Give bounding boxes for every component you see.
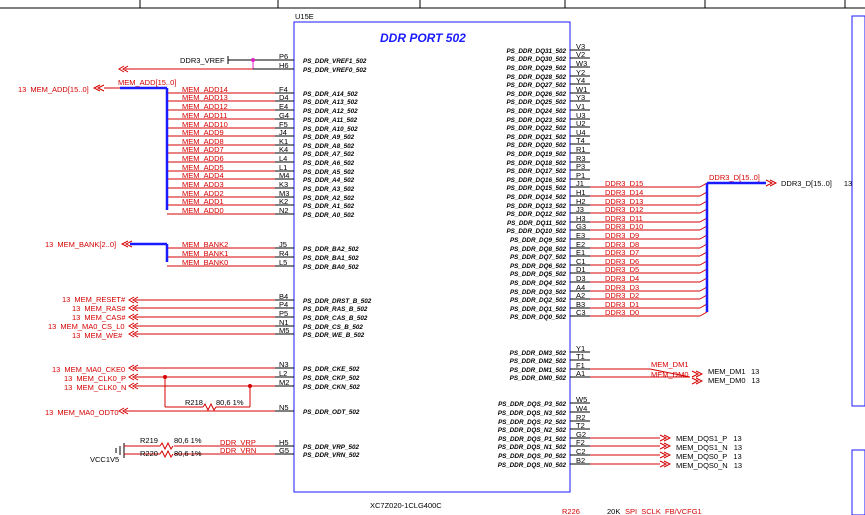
left-pin-number: P5 [279, 309, 289, 318]
net-label: DDR3_D1 [605, 300, 640, 309]
right-pin-number: A4 [576, 283, 586, 292]
left-pin-name: PS_DDR_A1_502 [303, 203, 355, 210]
left-pin-number: G5 [279, 446, 290, 455]
dqs-ports [676, 434, 742, 470]
right-pin-name: PS_DDR_DQ6_502 [509, 263, 566, 270]
net-label: DDR3_D5 [605, 265, 640, 274]
left-pin-number: M3 [279, 189, 290, 198]
cas-port[interactable]: 13 MEM_CAS# [72, 313, 126, 322]
right-pin-name: PS_DDR_DQ17_502 [506, 168, 566, 175]
right-pin-name: PS_DDR_DQ30_502 [506, 56, 566, 63]
r218-ref: R218 [185, 398, 203, 407]
dm1-net: MEM_DM1 [651, 360, 689, 369]
right-pin-number: U2 [576, 119, 586, 128]
net-label: DDR3_D3 [605, 283, 640, 292]
right-pin-number: R3 [576, 154, 586, 163]
right-pin-name: PS_DDR_DM1_502 [509, 367, 566, 374]
right-pin-name: PS_DDR_DQ24_502 [506, 108, 566, 115]
net-label: MEM_ADD7 [182, 145, 224, 154]
right-pin-name: PS_DDR_DQ25_502 [506, 99, 566, 106]
right-pin-number: W3 [576, 59, 588, 68]
mem-add-bus [18, 78, 176, 210]
right-pin-number: H3 [576, 214, 586, 223]
right-pin-name: PS_DDR_DQ16_502 [506, 177, 566, 184]
left-pin-name: PS_DDR_A9_502 [303, 134, 355, 141]
right-pin-number: V3 [576, 42, 586, 51]
left-pin-number: J5 [279, 240, 287, 249]
left-pin-name: PS_DDR_CAS_B_502 [303, 315, 368, 322]
right-pin-number: Y2 [576, 68, 586, 77]
left-pin-number: K2 [279, 197, 289, 206]
net-label: MEM_ADD2 [182, 189, 224, 198]
right-pin-name: PS_DDR_DQ15_502 [506, 185, 566, 192]
right-pin-number: Y3 [576, 93, 586, 102]
right-pin-number: W1 [576, 85, 588, 94]
dqs1n-port[interactable]: MEM_DQS1_N 13 [676, 443, 743, 452]
left-pin-name: PS_DDR_CKE_502 [303, 366, 360, 373]
net-label: DDR3_D2 [605, 291, 640, 300]
left-pin-number: M4 [279, 171, 290, 180]
port-arrow [660, 443, 670, 449]
r219-ref: R219 [140, 436, 158, 445]
right-pin-name: PS_DDR_DQ14_502 [506, 194, 566, 201]
right-pin-number: Y1 [576, 344, 586, 353]
right-pin-number: C2 [576, 447, 586, 456]
right-pin-name: PS_DDR_DQ0_502 [509, 314, 566, 321]
right-pin-name: PS_DDR_DQS_N3_502 [497, 410, 566, 417]
left-pin-number: F4 [279, 85, 288, 94]
right-pin-number: C1 [576, 257, 586, 266]
right-pin-name: PS_DDR_DQS_N1_502 [497, 444, 566, 451]
net-label: MEM_ADD13 [182, 93, 228, 102]
left-pin-number: P4 [279, 300, 289, 309]
we-port[interactable]: 13 MEM_WE# [72, 331, 123, 340]
right-pin-number: E3 [576, 231, 586, 240]
net-label: DDR3_D10 [605, 222, 644, 231]
right-pin-number: E1 [576, 248, 586, 257]
left-pin-name: PS_DDR_DRST_B_502 [303, 298, 372, 305]
left-pin-number: P6 [279, 52, 289, 61]
right-pin-name: PS_DDR_DQS_P0_502 [498, 453, 566, 460]
left-pin-name: PS_DDR_VRN_502 [303, 452, 360, 459]
ras-port[interactable]: 13 MEM_RAS# [72, 304, 126, 313]
left-pin-name: PS_DDR_A2_502 [303, 195, 355, 202]
right-pin-name: PS_DDR_DQ22_502 [506, 125, 566, 132]
left-pin-name: PS_DDR_A10_502 [303, 126, 358, 133]
left-pin-number: H6 [279, 61, 289, 70]
right-pin-name: PS_DDR_DQ7_502 [509, 254, 566, 261]
dqs1p-port[interactable]: MEM_DQS1_P 13 [676, 434, 742, 443]
left-pin-name: PS_DDR_CS_B_502 [303, 324, 363, 331]
right-pin-name: PS_DDR_DQ13_502 [506, 203, 566, 210]
right-pin-name: PS_DDR_DQS_N0_502 [497, 462, 566, 469]
net-label: DDR3_D13 [605, 197, 644, 206]
ddr3-d-bus-label: DDR3_D[15..0] [709, 173, 760, 182]
right-pin-number: D1 [576, 265, 586, 274]
r218-resistor [163, 375, 252, 410]
pins-layer [119, 42, 707, 469]
net-label: DDR3_D0 [605, 308, 640, 317]
right-pin-number: F2 [576, 438, 585, 447]
right-pin-number: H2 [576, 197, 586, 206]
net-label: MEM_BANK2 [182, 240, 229, 249]
right-pin-name: PS_DDR_DQ18_502 [506, 160, 566, 167]
left-pin-name: PS_DDR_A4_502 [303, 177, 355, 184]
right-pin-name: PS_DDR_DM0_502 [509, 375, 566, 382]
right-pin-number: G3 [576, 222, 587, 231]
left-pin-number: L2 [279, 369, 288, 378]
right-pin-number: H1 [576, 188, 586, 197]
right-pin-name: PS_DDR_DQ21_502 [506, 134, 566, 141]
right-pin-name: PS_DDR_DQ20_502 [506, 142, 566, 149]
left-pin-name: PS_DDR_BA0_502 [303, 264, 359, 271]
right-pin-name: PS_DDR_DQS_P1_502 [498, 436, 566, 443]
left-pin-number: M2 [279, 378, 290, 387]
right-pin-number: G2 [576, 430, 587, 439]
left-pin-name: PS_DDR_CKN_502 [303, 384, 360, 391]
right-pin-number: D3 [576, 274, 586, 283]
vref-net [228, 56, 275, 69]
net-label: DDR_VRN [220, 446, 257, 455]
right-pin-number: A2 [576, 291, 586, 300]
right-pin-number: C3 [576, 308, 586, 317]
left-pin-number: F5 [279, 120, 288, 129]
bottom-partial-row [562, 507, 702, 515]
net-label: DDR3_D7 [605, 248, 640, 257]
left-pin-name: PS_DDR_A13_502 [303, 99, 358, 106]
dqs0p-port[interactable]: MEM_DQS0_P 13 [676, 452, 742, 461]
left-pin-name: PS_DDR_A6_502 [303, 160, 355, 167]
net-label: DDR3_VREF [180, 56, 225, 65]
left-pin-name: PS_DDR_VREF1_502 [303, 58, 367, 65]
net-label: MEM_ADD5 [182, 163, 224, 172]
ic-title: DDR PORT 502 [380, 31, 466, 45]
cs-port[interactable]: 13 MEM_MA0_CS_L0 [48, 322, 125, 331]
left-pin-name: PS_DDR_A5_502 [303, 169, 355, 176]
ic-part-number: XC7Z020-1CLG400C [370, 501, 442, 510]
left-pin-name: PS_DDR_ODT_502 [303, 409, 360, 416]
right-pin-name: PS_DDR_DM2_502 [509, 358, 566, 365]
left-pin-number: L4 [279, 154, 288, 163]
net-label: MEM_BANK0 [182, 258, 229, 267]
left-pin-name: PS_DDR_RAS_B_502 [303, 306, 368, 313]
mem-add-port[interactable]: 13 MEM_ADD[15..0] [18, 85, 89, 94]
left-pin-number: J4 [279, 128, 287, 137]
ddr3-d-bus [707, 173, 852, 312]
right-pin-number: P1 [576, 171, 586, 180]
spi-sclk-net: SPI_SCLK_FB/VCFG1 [625, 507, 702, 515]
clkn-port[interactable]: 13 MEM_CLK0_N [64, 383, 127, 392]
left-pin-name: PS_DDR_A3_502 [303, 186, 355, 193]
left-pin-number: B4 [279, 292, 289, 301]
left-pin-number: L5 [279, 258, 288, 267]
right-pin-name: PS_DDR_DQ29_502 [506, 65, 566, 72]
net-label: DDR3_D12 [605, 205, 644, 214]
r220-ref: R220 [140, 449, 158, 458]
right-pin-number: J1 [576, 179, 584, 188]
r220-value: 80,6 1% [174, 449, 202, 458]
right-pin-name: PS_DDR_DQ3_502 [509, 289, 566, 296]
left-pin-number: R4 [279, 249, 289, 258]
left-pin-name: PS_DDR_BA2_502 [303, 246, 359, 253]
right-pin-number: R1 [576, 145, 586, 154]
dm-ports [650, 360, 760, 385]
net-label: MEM_ADD12 [182, 102, 228, 111]
right-pin-number: J3 [576, 205, 584, 214]
left-pin-name: PS_DDR_VREF0_502 [303, 67, 367, 74]
clkp-port[interactable]: 13 MEM_CLK0_P [64, 374, 126, 383]
right-pin-number: Y4 [576, 76, 586, 85]
r226-value: 20K [607, 507, 621, 515]
net-label: MEM_ADD9 [182, 128, 224, 137]
right-pin-name: PS_DDR_DQ11_502 [506, 220, 566, 227]
right-pin-number: F1 [576, 361, 585, 370]
net-label: DDR3_D8 [605, 240, 640, 249]
right-pin-number: U3 [576, 111, 586, 120]
net-label: MEM_DM0 [651, 370, 689, 379]
net-label: MEM_ADD3 [182, 180, 224, 189]
net-label: MEM_ADD4 [182, 171, 224, 180]
right-pin-name: PS_DDR_DQ26_502 [506, 91, 566, 98]
left-pin-number: N1 [279, 318, 289, 327]
ic-refdes: U15E [295, 12, 314, 21]
left-pin-number: M5 [279, 326, 290, 335]
left-pin-name: PS_DDR_BA1_502 [303, 255, 359, 262]
net-label: MEM_ADD1 [182, 197, 224, 206]
left-pin-number: K4 [279, 145, 289, 154]
right-pin-name: PS_DDR_DQS_P2_502 [498, 419, 566, 426]
right-pin-number: W4 [576, 404, 588, 413]
net-label: DDR_VRP [220, 438, 256, 447]
right-pin-name: PS_DDR_DQ9_502 [509, 237, 566, 244]
right-pin-number: T1 [576, 352, 585, 361]
left-pin-name: PS_DDR_A0_502 [303, 212, 355, 219]
mem-add-bus-label: MEM_ADD[15..0] [118, 78, 177, 87]
left-pin-number: E4 [279, 102, 289, 111]
net-label: MEM_BANK1 [182, 249, 229, 258]
net-label: MEM_ADD8 [182, 137, 224, 146]
net-label: DDR3_D14 [605, 188, 644, 197]
right-pin-number: B2 [576, 456, 586, 465]
port-arrow [660, 461, 670, 467]
bus-entry [700, 312, 707, 316]
left-pin-number: H5 [279, 438, 289, 447]
right-pin-name: PS_DDR_DQ12_502 [506, 211, 566, 218]
control-ports [45, 295, 126, 417]
port-arrow [660, 435, 670, 441]
right-pin-name: PS_DDR_DQ27_502 [506, 82, 566, 89]
right-pin-number: E2 [576, 240, 586, 249]
right-pin-number: V1 [576, 102, 586, 111]
left-pin-name: PS_DDR_VRP_502 [303, 444, 360, 451]
mem-bank-port[interactable]: 13 MEM_BANK[2..0] [45, 240, 117, 249]
net-label: DDR3_D11 [605, 214, 643, 223]
right-pin-number: B3 [576, 300, 586, 309]
right-pin-name: PS_DDR_DQ23_502 [506, 117, 566, 124]
net-label: MEM_ADD11 [182, 111, 228, 120]
net-label: DDR3_D6 [605, 257, 640, 266]
dqs0n-port[interactable]: MEM_DQS0_N 13 [676, 461, 743, 470]
right-pin-name: PS_DDR_DQ19_502 [506, 151, 566, 158]
left-pin-name: PS_DDR_A7_502 [303, 151, 355, 158]
mem-bank-bus [45, 240, 167, 262]
right-pin-name: PS_DDR_DQ28_502 [506, 74, 566, 81]
left-pin-number: D4 [279, 93, 289, 102]
r219-value: 80,6 1% [174, 436, 202, 445]
left-pin-number: N2 [279, 206, 289, 215]
right-pin-name: PS_DDR_DM3_502 [509, 350, 566, 357]
left-pin-number: K3 [279, 180, 289, 189]
right-pin-name: PS_DDR_DQS_N2_502 [497, 427, 566, 434]
left-pin-number: G4 [279, 111, 290, 120]
right-pin-name: PS_DDR_DQ1_502 [509, 306, 566, 313]
net-label: MEM_ADD6 [182, 154, 224, 163]
vrp-vrn-resistors [90, 436, 202, 464]
net-label: MEM_ADD10 [182, 120, 228, 129]
port-arrow [660, 452, 670, 458]
left-pin-name: PS_DDR_CKP_502 [303, 375, 360, 382]
net-label: DDR3_D15 [605, 179, 644, 188]
left-pin-name: PS_DDR_A8_502 [303, 143, 355, 150]
left-pin-name: PS_DDR_A14_502 [303, 91, 358, 98]
left-pin-name: PS_DDR_A12_502 [303, 108, 358, 115]
right-pin-name: PS_DDR_DQ2_502 [509, 297, 566, 304]
net-label: MEM_ADD14 [182, 85, 228, 94]
r226-ref: R226 [562, 507, 580, 515]
left-pin-name: PS_DDR_WE_B_502 [303, 332, 365, 339]
left-pin-number: N3 [279, 360, 289, 369]
right-pin-number: T4 [576, 136, 585, 145]
odt-port[interactable]: 13 MEM_MA0_ODT0 [45, 408, 119, 417]
right-pin-name: PS_DDR_DQS_P3_502 [498, 401, 566, 408]
left-pin-number: N5 [279, 403, 289, 412]
right-pin-name: PS_DDR_DQ10_502 [506, 228, 566, 235]
right-pin-number: R2 [576, 413, 586, 422]
net-label: MEM_ADD0 [182, 206, 224, 215]
dm1-port[interactable]: MEM_DM1 13 [708, 367, 760, 376]
vcc1v5-label: VCC1V5 [90, 455, 120, 464]
right-pin-name: PS_DDR_DQ5_502 [509, 271, 566, 278]
right-pin-number: V2 [576, 50, 586, 59]
right-pin-number: P3 [576, 162, 586, 171]
left-pin-number: L1 [279, 163, 288, 172]
ddr3-d-port[interactable]: DDR3_D[15..0] 13 [781, 179, 853, 188]
right-pin-name: PS_DDR_DQ8_502 [509, 246, 566, 253]
dm0-port[interactable]: MEM_DM0 13 [708, 376, 760, 385]
right-pin-number: T2 [576, 421, 585, 430]
right-pin-number: A1 [576, 369, 586, 378]
net-label: DDR3_D9 [605, 231, 640, 240]
reset-port[interactable]: 13 MEM_RESET# [62, 295, 126, 304]
right-pin-name: PS_DDR_DQ4_502 [509, 280, 566, 287]
left-pin-name: PS_DDR_A11_502 [303, 117, 358, 124]
right-pin-number: W5 [576, 395, 588, 404]
right-pin-name: PS_DDR_DQ31_502 [506, 48, 566, 55]
net-label: DDR3_D4 [605, 274, 640, 283]
left-pin-number: K1 [279, 137, 289, 146]
right-pin-number: U4 [576, 128, 586, 137]
r218-value: 80,6 1% [216, 398, 244, 407]
cke-port[interactable]: 13 MEM_MA0_CKE0 [52, 365, 126, 374]
